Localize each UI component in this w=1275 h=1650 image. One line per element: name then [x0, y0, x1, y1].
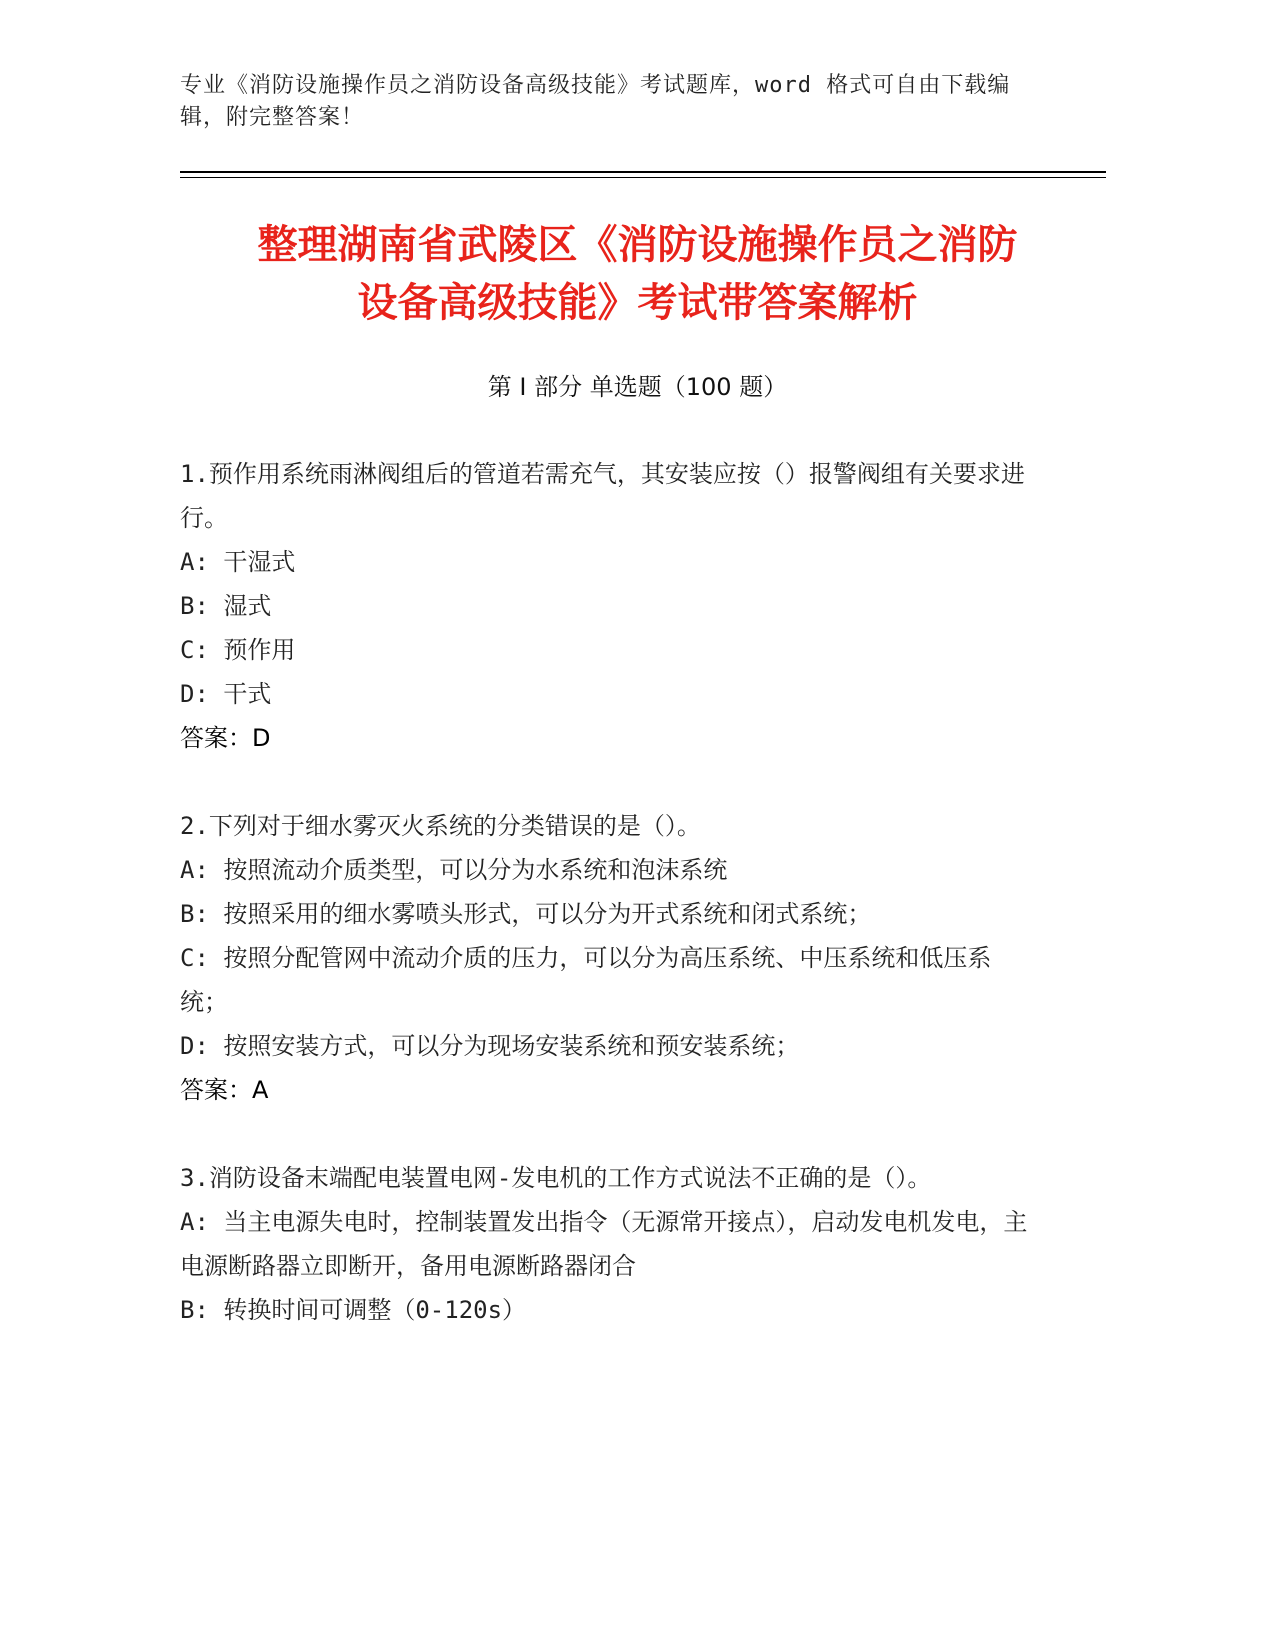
- question-text: 1.预作用系统雨淋阀组后的管道若需充气，其安装应按（）报警阀组有关要求进行。: [180, 460, 1025, 532]
- answer: 答案：A: [180, 1076, 269, 1104]
- option-a: A: 干湿式: [180, 548, 296, 576]
- document-title: [140, 216, 1135, 332]
- title-line-1: 整理湖南省武陵区《消防设施操作员之消防: [257, 222, 1018, 268]
- option-b: B: 转换时间可调整（0-120s）: [180, 1296, 527, 1324]
- option-c: C: 预作用: [180, 636, 296, 664]
- header-note: 专业《消防设施操作员之消防设备高级技能》考试题库，word 格式可自由下载编辑，附完整答案！: [180, 73, 1011, 130]
- answer: 答案：D: [180, 724, 271, 752]
- question-2: [180, 804, 1030, 1112]
- option-d: D: 干式: [180, 680, 272, 708]
- title-line-2: 设备高级技能》考试带答案解析: [357, 280, 918, 326]
- header-rule-thick: [180, 171, 1106, 173]
- question-text: 3.消防设备末端配电装置电网-发电机的工作方式说法不正确的是（）。: [180, 1164, 932, 1192]
- option-a: A: 当主电源失电时，控制装置发出指令（无源常开接点），启动发电机发电，主电源断路器立即断开，备用电源断路器闭合: [180, 1208, 1028, 1280]
- option-b: B: 按照采用的细水雾喷头形式，可以分为开式系统和闭式系统；: [180, 900, 872, 928]
- section-heading: 第 I 部分 单选题（100 题）: [487, 373, 788, 401]
- question-list: [180, 452, 1030, 1376]
- question-text: 2.下列对于细水雾灭火系统的分类错误的是（）。: [180, 812, 701, 840]
- option-a: A: 按照流动介质类型，可以分为水系统和泡沫系统: [180, 856, 728, 884]
- question-1: [180, 452, 1030, 760]
- option-c: C: 按照分配管网中流动介质的压力，可以分为高压系统、中压系统和低压系统；: [180, 944, 992, 1016]
- option-b: B: 湿式: [180, 592, 272, 620]
- header-rule-thin: [180, 177, 1106, 178]
- question-3: [180, 1156, 1030, 1332]
- option-d: D: 按照安装方式，可以分为现场安装系统和预安装系统；: [180, 1032, 800, 1060]
